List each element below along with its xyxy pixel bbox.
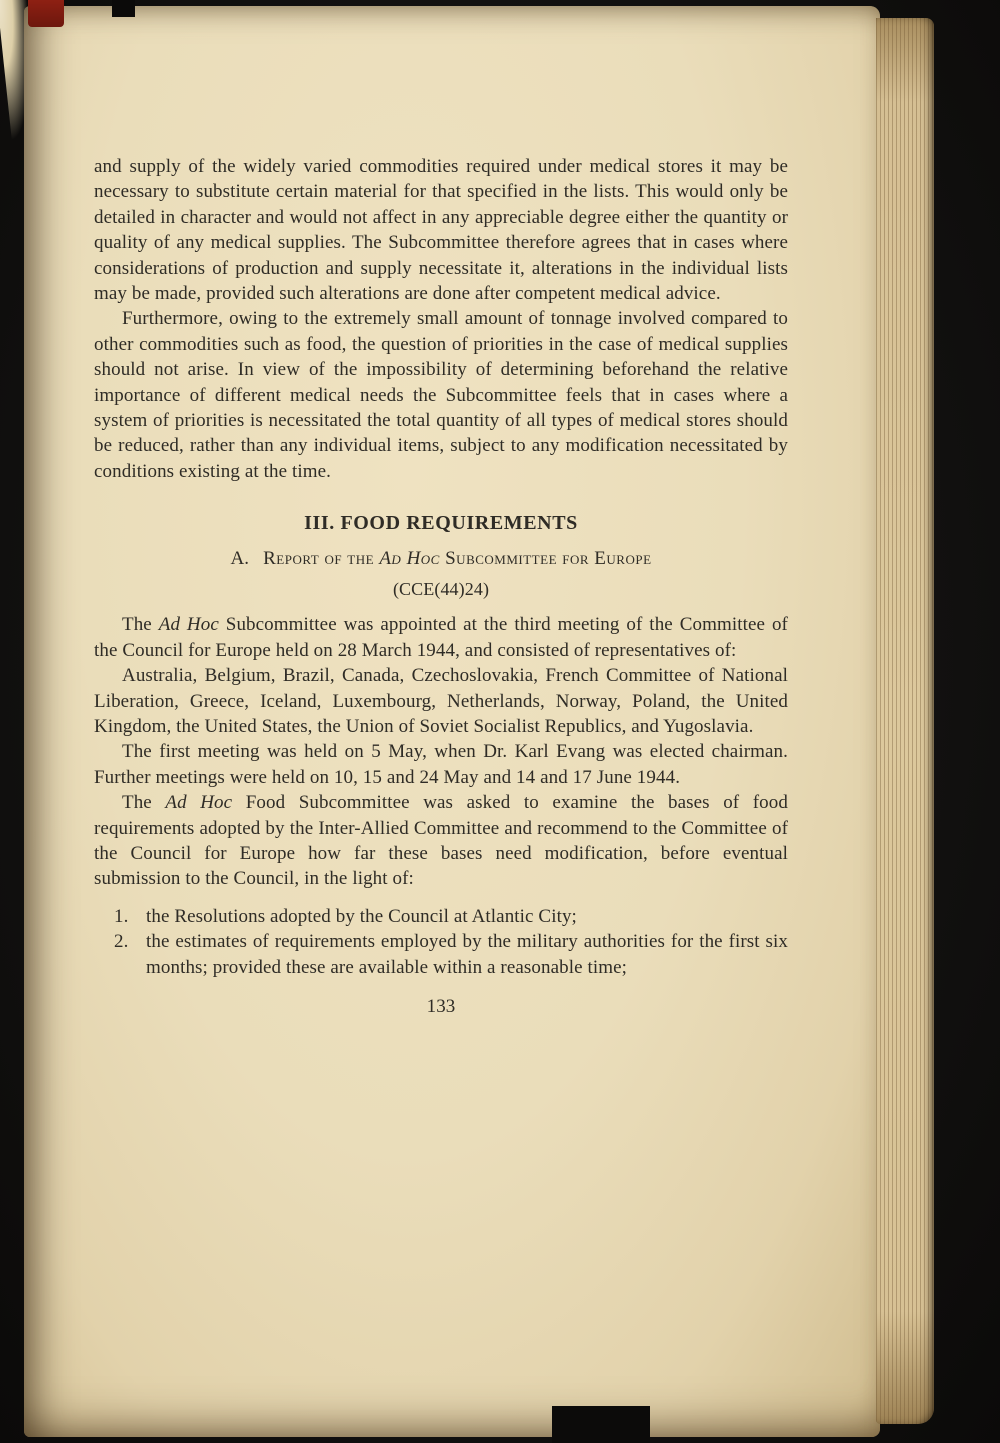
scan-artifact-bottom-notch [552,1406,650,1443]
subsection-heading [94,546,788,572]
paragraph-food-post: Food Subcommittee was asked to examine the bases of food requirements adopted by the Inter-Allied Committee and recommend to the Committee of the Council for Europe how far these bases need modification, before eventual submission to the Council, in the light of: [94,792,788,890]
page-stack-edge [876,18,934,1424]
list-item [94,929,788,980]
list-item-text: the Resolutions adopted by the Council at Atlantic City; [146,905,577,927]
paragraph-food-subcommittee [94,790,788,892]
list-item-number: 2. [114,931,129,953]
paragraph-appointed-italic: Ad Hoc [158,614,219,636]
page-number: 133 [426,995,456,1017]
list-item-number: 1. [114,905,129,927]
numbered-list [94,904,788,980]
paper [24,6,880,1437]
scanned-book-page [24,6,934,1437]
document-reference: (CCE(44)24) [392,579,490,600]
page-text [94,154,788,1019]
subsection-prefix: A. [230,548,250,570]
subsection-title [263,548,651,569]
paragraph-food-italic: Ad Hoc [165,792,233,814]
paragraph-first-meeting: The first meeting was held on 5 May, when Dr. Karl Evang was elected chairman. Further meetings were held on 10, 15 and 24 May and 14 and 17 June 1944. [94,741,788,788]
scan-artifact-top-mark [112,0,135,17]
paragraph-appointed [94,612,788,663]
paragraph-continuation: and supply of the widely varied commodities required under medical stores it may be necessary to substitute certain material for that specified in the lists. This would only be detailed in character and would not affect in any appreciable degree either the quantity or quality of any medical supplies. The Subcommittee therefore agrees that in cases where considerations of production and supply necessitate it, alterations in the individual lists may be made, provided such alterations are done after competent medical advice. [94,156,788,305]
list-item-text: the estimates of requirements employed by the military authorities for the first six months; provided these are available within a reasonable time; [146,931,788,978]
section-heading: III. FOOD REQUIREMENTS [304,512,578,535]
paragraph-food-pre: The [122,792,166,814]
subsection-title-post: Subcommittee for Europe [439,548,652,570]
paragraph-countries: Australia, Belgium, Brazil, Canada, Czechoslovakia, French Committee of National Liberation, Greece, Iceland, Luxembourg, Netherlands, Norway, Poland, the United Kingdom, the United States, the Union of Soviet Socialist Republics, and Yugoslavia. [94,665,788,737]
subsection-title-italic: Ad Hoc [379,548,440,570]
scan-artifact-red-tab [28,0,64,27]
paragraph-furthermore: Furthermore, owing to the extremely small amount of tonnage involved compared to other commodities such as food, the question of priorities in the case of medical supplies should not arise. In view of the impossibility of determining beforehand the relative importance of different medical needs the Subcommittee feels that in cases where a system of priorities is necessitated the total quantity of all types of medical stores should be reduced, rather than any individual items, subject to any modification necessitated by conditions existing at the time. [94,308,788,482]
paragraph-appointed-pre: The [122,614,159,636]
paragraph-appointed-post: Subcommittee was appointed at the third meeting of the Committee of the Council for Europe held on 28 March 1944, and consisted of representatives of: [94,614,788,661]
list-item [94,904,788,929]
subsection-title-pre: Report of the [263,548,380,570]
